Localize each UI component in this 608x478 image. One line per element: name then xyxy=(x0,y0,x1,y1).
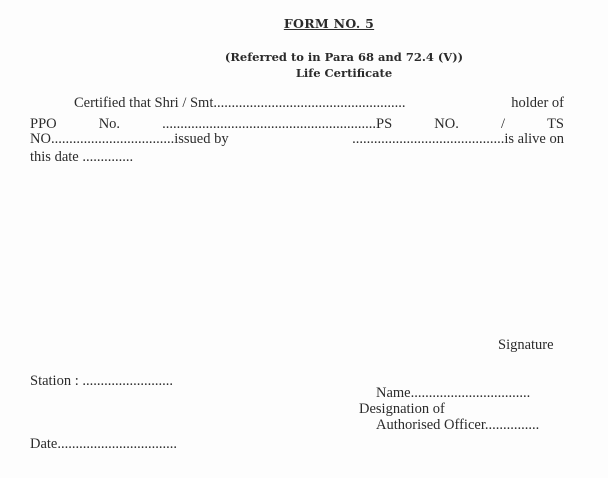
signature-label: Signature xyxy=(498,337,554,353)
certificate-line-1 xyxy=(74,95,564,112)
ppo-number-blank: ...........................................................PS xyxy=(162,116,393,132)
authorised-officer-field: Authorised Officer............... xyxy=(376,417,540,433)
form-reference-line: (Referred to in Para 68 and 72.4 (V)) xyxy=(224,50,464,64)
station-field: Station : ......................... xyxy=(30,373,173,389)
certified-text: Certified that Shri / Smt..................................................... xyxy=(74,95,406,111)
slash-separator: / xyxy=(500,116,505,132)
designation-label: Designation of xyxy=(359,401,445,417)
form-title: FORM NO. 5 xyxy=(283,16,375,31)
this-date-text: this date .............. xyxy=(30,149,134,165)
alive-on-text: ..........................................is alive on xyxy=(352,131,564,147)
date-field: Date................................. xyxy=(30,436,177,452)
issued-by-text: NO..................................issued by xyxy=(30,131,229,147)
certificate-line-3 xyxy=(30,131,564,148)
holder-of-text: holder of xyxy=(511,95,564,111)
ppo-label: PPO xyxy=(30,116,57,132)
ts-label: TS xyxy=(547,116,564,132)
no-label-2: NO. xyxy=(434,116,459,132)
form-subtitle: Life Certificate xyxy=(295,66,393,80)
certificate-line-4 xyxy=(30,149,564,166)
name-field: Name................................. xyxy=(376,385,531,401)
no-label: No. xyxy=(98,116,121,132)
